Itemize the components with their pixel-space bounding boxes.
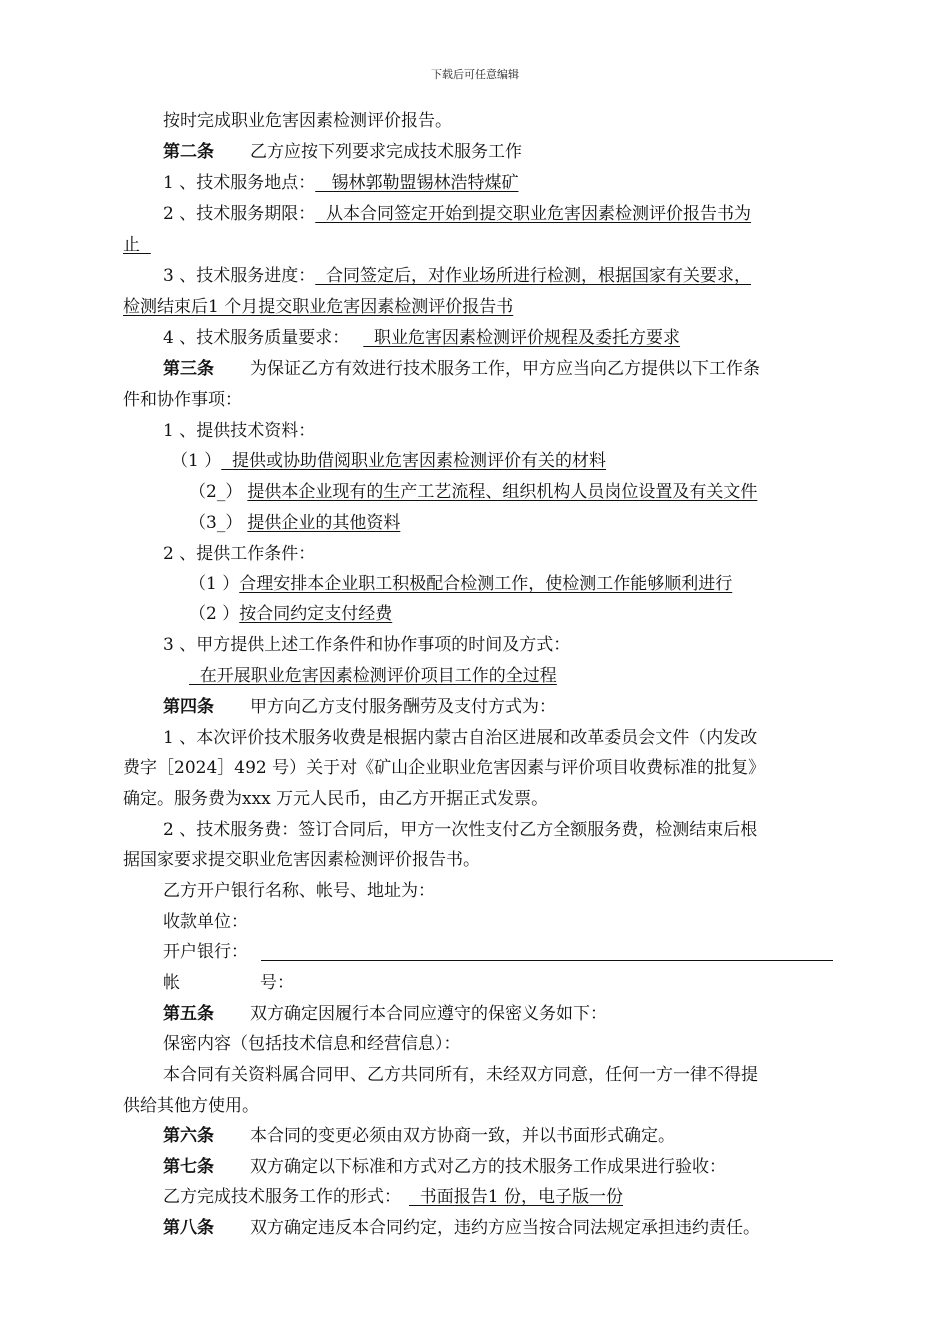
- text-line: [123, 234, 151, 256]
- list-item: [189, 481, 757, 503]
- field-label: 2 、技术服务期限：: [163, 204, 316, 224]
- service-location: [163, 172, 518, 194]
- article-8: [163, 1217, 760, 1239]
- article-heading: 第二条: [163, 142, 214, 162]
- list-item: [189, 512, 400, 534]
- field-value: 止: [123, 235, 151, 255]
- text-line: 3 、甲方提供上述工作条件和协作事项的时间及方式：: [163, 635, 571, 655]
- article-text: 为保证乙方有效进行技术服务工作，甲方应当向乙方提供以下工作条: [250, 359, 760, 379]
- article-5: [163, 1003, 607, 1025]
- field-value: 提供或协助借阅职业危害因素检测评价有关的材料: [221, 451, 607, 471]
- text-line: 费字［2024］492 号）关于对《矿山企业职业危害因素与评价项目收费标准的批复》: [123, 758, 766, 778]
- service-progress: [163, 265, 751, 287]
- text-line: 1 、本次评价技术服务收费是根据内蒙古自治区进展和改革委员会文件（内发改: [163, 728, 758, 748]
- account-field: [163, 972, 294, 994]
- article-text: 双方确定因履行本合同应遵守的保密义务如下：: [250, 1004, 607, 1024]
- field-value: 在开展职业危害因素检测评价项目工作的全过程: [189, 666, 557, 686]
- field-label: 4 、技术服务质量要求：: [163, 328, 350, 348]
- field-value: 检测结束后1 个月提交职业危害因素检测评价报告书: [123, 297, 514, 317]
- deliverable-form: [163, 1186, 623, 1208]
- article-6: [163, 1125, 675, 1147]
- text-line: 乙方开户银行名称、帐号、地址为：: [163, 881, 435, 901]
- article-3: [163, 358, 760, 380]
- text-line: 1 、提供技术资料：: [163, 421, 316, 441]
- article-text: 双方确定违反本合同约定，违约方应当按合同法规定承担违约责任。: [250, 1218, 760, 1238]
- field-value: 按合同约定支付经费: [239, 604, 393, 624]
- text-line: 保密内容（包括技术信息和经营信息）：: [163, 1034, 461, 1054]
- article-heading: 第七条: [163, 1157, 214, 1177]
- field-value: 合同签定后，对作业场所进行检测，根据国家有关要求，: [315, 266, 752, 286]
- article-text: 乙方应按下列要求完成技术服务工作: [250, 142, 522, 162]
- article-text: 甲方向乙方支付服务酬劳及支付方式为：: [250, 697, 556, 717]
- page-header-note: 下载后可任意编辑: [431, 68, 519, 81]
- text-line: 2 、提供工作条件：: [163, 544, 316, 564]
- text-line: [123, 296, 513, 318]
- field-label: 号：: [260, 973, 294, 993]
- service-period: [163, 203, 751, 225]
- article-heading: 第八条: [163, 1218, 214, 1238]
- article-heading: 第四条: [163, 697, 214, 717]
- text-line: 2 、技术服务费：签订合同后，甲方一次性支付乙方全额服务费，检测结束后根: [163, 820, 758, 840]
- payee-field: 收款单位：: [163, 912, 248, 932]
- article-heading: 第六条: [163, 1126, 214, 1146]
- field-label: 1 、技术服务地点：: [163, 173, 316, 193]
- list-number: （2 ）: [189, 604, 240, 624]
- field-value: 书面报告1 份，电子版一份: [409, 1187, 624, 1207]
- field-value: 锡林郭勒盟锡林浩特煤矿: [315, 173, 519, 193]
- list-number: （1 ）: [171, 451, 222, 471]
- field-value: 提供本企业现有的生产工艺流程、组织机构人员岗位设置及有关文件: [247, 482, 758, 502]
- field-value: 提供企业的其他资料: [247, 513, 401, 533]
- article-heading: 第五条: [163, 1004, 214, 1024]
- article-heading: 第三条: [163, 359, 214, 379]
- list-item: [171, 450, 606, 472]
- text-line: 件和协作事项：: [123, 390, 242, 410]
- text-line: [189, 665, 557, 687]
- article-text: 双方确定以下标准和方式对乙方的技术服务工作成果进行验收：: [250, 1157, 726, 1177]
- service-quality: [163, 327, 680, 349]
- article-4: [163, 696, 556, 718]
- field-value: 从本合同签定开始到提交职业危害因素检测评价报告书为: [315, 204, 752, 224]
- text-line: 供给其他方使用。: [123, 1096, 259, 1116]
- list-item: [189, 603, 392, 625]
- text-line: 本合同有关资料属合同甲、乙方共同所有，未经双方同意，任何一方一律不得提: [163, 1065, 758, 1085]
- field-label: 乙方完成技术服务工作的形式：: [163, 1187, 401, 1207]
- field-value: 合理安排本企业职工积极配合检测工作，使检测工作能够顺利进行: [239, 574, 733, 594]
- text-line: 据国家要求提交职业危害因素检测评价报告书。: [123, 850, 480, 870]
- field-label: 3 、技术服务进度：: [163, 266, 316, 286]
- article-text: 本合同的变更必须由双方协商一致，并以书面形式确定。: [250, 1126, 675, 1146]
- field-value: 职业危害因素检测评价规程及委托方要求: [363, 328, 681, 348]
- text-line: 确定。服务费为xxx 万元人民币，由乙方开据正式发票。: [123, 789, 549, 809]
- article-7: [163, 1156, 726, 1178]
- text-line: 按时完成职业危害因素检测评价报告。: [163, 111, 452, 131]
- article-2: [163, 141, 522, 163]
- list-number: （2_）: [189, 482, 243, 502]
- bank-field: 开户银行：: [163, 942, 248, 962]
- list-number: （3_）: [189, 513, 243, 533]
- list-item: [189, 573, 732, 595]
- field-label: 帐: [163, 973, 180, 993]
- bank-fill-line: [261, 960, 833, 961]
- list-number: （1 ）: [189, 574, 240, 594]
